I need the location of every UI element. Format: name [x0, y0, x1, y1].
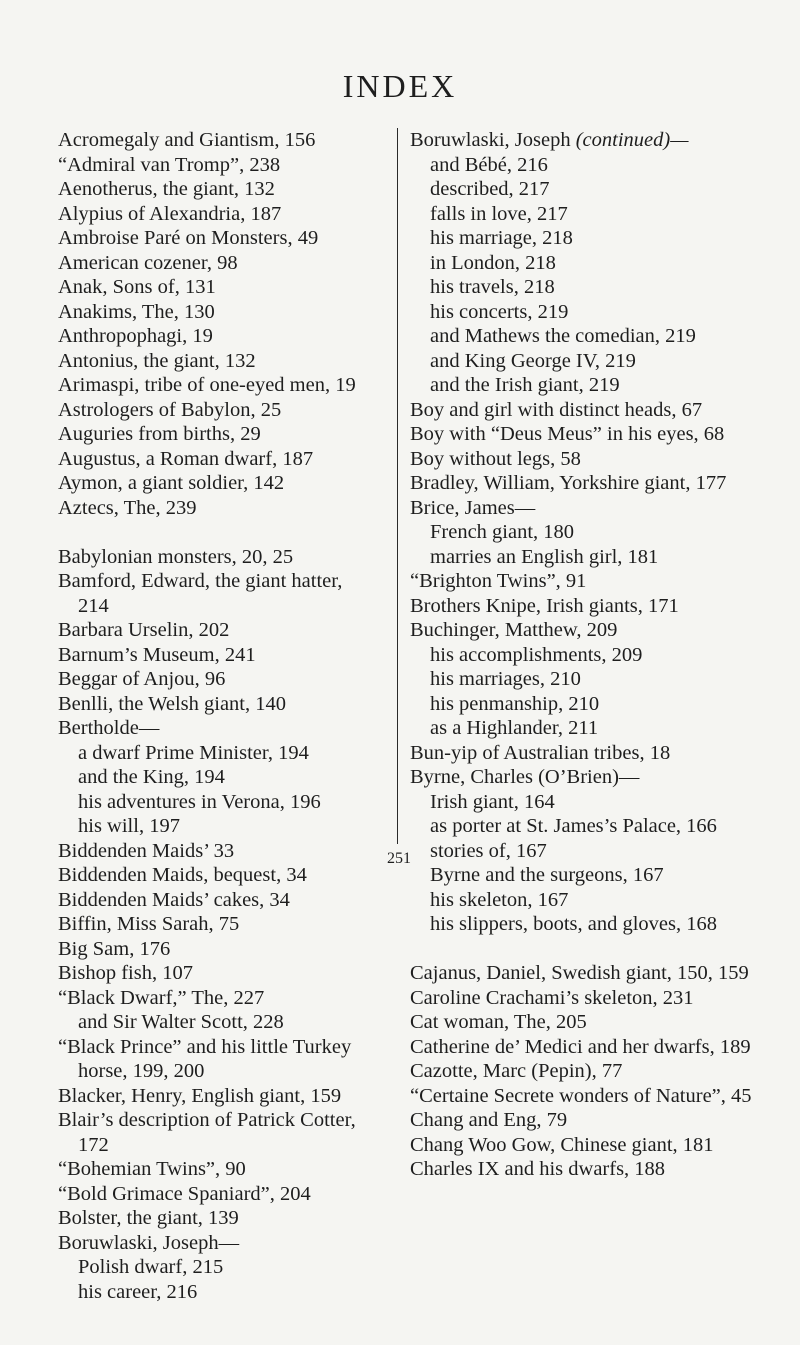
entry-text: stories of, 167 [430, 839, 547, 862]
index-column-left [58, 128, 378, 1304]
index-subentry [410, 275, 752, 300]
index-entry [410, 1059, 752, 1084]
entry-text: and King George IV, 219 [430, 349, 636, 372]
entry-text: Biffin, Miss Sarah, 75 [58, 913, 240, 935]
index-subentry [410, 545, 752, 570]
entry-text: his travels, 218 [430, 276, 555, 298]
index-subentry [410, 177, 752, 202]
entry-text: Biddenden Maids’ cakes, 34 [58, 888, 290, 911]
entry-text: Boruwlaski, Joseph [410, 129, 571, 151]
entry-text: Cajanus, Daniel, Swedish giant, 150, 159 [410, 962, 749, 984]
entry-text: Charles IX and his dwarfs, 188 [410, 1158, 666, 1180]
index-subentry [410, 692, 752, 717]
entry-text: Bishop fish, 107 [58, 962, 193, 984]
entry-text: Bolster, the giant, 139 [58, 1207, 239, 1229]
index-entry [410, 1035, 752, 1060]
index-entry [58, 961, 378, 986]
entry-text: Anak, Sons of, 131 [58, 276, 216, 298]
entry-text: Antonius, the giant, 132 [58, 349, 256, 372]
index-entry [410, 398, 752, 423]
index-subentry [410, 912, 752, 937]
entry-text: Astrologers of Babylon, 25 [58, 398, 282, 421]
entry-text: his accomplishments, 209 [430, 643, 643, 666]
index-entry [58, 153, 378, 178]
entry-text: Anthropophagi, 19 [58, 325, 213, 347]
index-entry [410, 496, 752, 521]
entry-text: Aymon, a giant soldier, 142 [58, 472, 285, 494]
index-entry [410, 741, 752, 766]
index-entry [58, 471, 378, 496]
entry-text: his concerts, 219 [430, 300, 569, 323]
entry-text: Ambroise Paré on Monsters, 49 [58, 227, 319, 249]
entry-text: in London, 218 [430, 251, 556, 274]
entry-text: Boy and girl with distinct heads, 67 [410, 398, 703, 421]
index-subentry [410, 520, 752, 545]
entry-text: his marriage, 218 [430, 227, 573, 249]
entry-text: Bun-yip of Australian tribes, 18 [410, 741, 671, 764]
index-entry [58, 373, 378, 398]
entry-text: his adventures in Verona, 196 [78, 790, 321, 813]
entry-text: as a Highlander, 211 [430, 717, 599, 739]
entry-text: his penmanship, 210 [430, 692, 600, 715]
index-subentry [410, 251, 752, 276]
entry-text: Buchinger, Matthew, 209 [410, 619, 618, 641]
index-entry [58, 398, 378, 423]
index-entry [58, 422, 378, 447]
index-entry [58, 643, 378, 668]
index-subentry [410, 226, 752, 251]
index-entry [58, 888, 378, 913]
index-subentry [410, 153, 752, 178]
entry-text: Acromegaly and Giantism, 156 [58, 129, 316, 151]
entry-text: Babylonian monsters, 20, 25 [58, 545, 294, 568]
index-subentry [410, 349, 752, 374]
entry-text: Auguries from births, 29 [58, 423, 261, 445]
entry-text: French giant, 180 [430, 521, 575, 543]
index-subentry [58, 1280, 378, 1305]
index-subentry [58, 765, 378, 790]
index-entry [410, 1010, 752, 1035]
index-subentry [410, 202, 752, 227]
index-entry [58, 1206, 378, 1231]
entry-text: “Brighton Twins”, 91 [410, 570, 587, 592]
index-entry [58, 275, 378, 300]
entry-text: Brice, James— [410, 496, 536, 519]
entry-text: falls in love, 217 [430, 202, 568, 225]
index-subentry [58, 741, 378, 766]
index-entry [58, 300, 378, 325]
index-subentry [410, 888, 752, 913]
entry-text: “Certaine Secrete wonders of Nature”, 45 [410, 1084, 752, 1107]
index-entry [410, 471, 752, 496]
index-subentry [410, 324, 752, 349]
entry-text: Chang Woo Gow, Chinese giant, 181 [410, 1133, 714, 1156]
index-entry [58, 692, 378, 717]
entry-text: his will, 197 [78, 815, 180, 837]
entry-text: Caroline Crachami’s skeleton, 231 [410, 986, 694, 1009]
entry-text: Irish giant, 164 [430, 790, 555, 813]
index-entry [410, 447, 752, 472]
index-entry [58, 324, 378, 349]
entry-text: and the Irish giant, 219 [430, 374, 620, 396]
index-entry [58, 251, 378, 276]
index-entry [58, 912, 378, 937]
index-entry [58, 716, 378, 741]
entry-text: and Sir Walter Scott, 228 [78, 1011, 284, 1033]
entry-text: and Bébé, 216 [430, 153, 548, 176]
entry-text: Brothers Knipe, Irish giants, 171 [410, 594, 679, 617]
entry-text: Barnum’s Museum, 241 [58, 643, 256, 666]
entry-text: Aenotherus, the giant, 132 [58, 178, 275, 200]
index-entry [410, 1108, 752, 1133]
entry-text: Barbara Urselin, 202 [58, 619, 230, 641]
index-entry [58, 618, 378, 643]
entry-text: Beggar of Anjou, 96 [58, 668, 226, 690]
index-entry [58, 667, 378, 692]
index-entry [58, 545, 378, 570]
index-subentry [410, 839, 752, 864]
entry-text: “Bohemian Twins”, 90 [58, 1158, 246, 1180]
index-subentry [410, 814, 752, 839]
index-entry [410, 618, 752, 643]
index-entry [58, 349, 378, 374]
index-subentry [410, 863, 752, 888]
entry-text: “Black Prince” and his little Turkey horse, 199, 200 [58, 1035, 352, 1082]
index-subentry [410, 667, 752, 692]
index-entry [410, 1133, 752, 1158]
index-entry [58, 863, 378, 888]
entry-text: described, 217 [430, 178, 550, 200]
index-entry [410, 765, 752, 790]
index-entry [410, 961, 752, 986]
entry-text: Boruwlaski, Joseph— [58, 1231, 240, 1254]
continued-label: (continued)— [575, 129, 689, 151]
entry-text: Bamford, Edward, the giant hatter, 214 [58, 570, 343, 617]
entry-text: Chang and Eng, 79 [410, 1109, 568, 1131]
entry-text: Arimaspi, tribe of one-eyed men, 19 [58, 374, 356, 396]
entry-text: Biddenden Maids’ 33 [58, 839, 235, 862]
entry-text: and the King, 194 [78, 766, 225, 788]
index-entry [58, 1231, 378, 1256]
index-entry [58, 447, 378, 472]
entry-text: Boy with “Deus Meus” in his eyes, 68 [410, 423, 725, 445]
index-subentry [58, 1255, 378, 1280]
page-title: INDEX [342, 68, 458, 104]
index-entry [58, 839, 378, 864]
entry-text: “Black Dwarf,” The, 227 [58, 986, 265, 1009]
entry-text: Byrne and the surgeons, 167 [430, 864, 664, 886]
index-entry [58, 1108, 378, 1157]
entry-text: Cazotte, Marc (Pepin), 77 [410, 1060, 623, 1082]
entry-text: Bertholde— [58, 717, 160, 739]
entry-text: Blair’s description of Patrick Cotter, 172 [58, 1109, 356, 1156]
entry-text: his slippers, boots, and gloves, 168 [430, 913, 717, 935]
entry-text: marries an English girl, 181 [430, 545, 659, 568]
index-entry [58, 937, 378, 962]
index-entry [58, 986, 378, 1011]
index-subentry [410, 373, 752, 398]
entry-text: Aztecs, The, 239 [58, 496, 197, 519]
index-subentry [58, 1010, 378, 1035]
index-entry [410, 1157, 752, 1182]
index-entry [58, 569, 378, 618]
entry-text: “Bold Grimace Spaniard”, 204 [58, 1182, 311, 1205]
index-entry [58, 177, 378, 202]
entry-text: Bradley, William, Yorkshire giant, 177 [410, 472, 727, 494]
entry-text: his marriages, 210 [430, 668, 581, 690]
entry-text: his skeleton, 167 [430, 888, 569, 911]
index-subentry [58, 790, 378, 815]
entry-text: Boy without legs, 58 [410, 447, 581, 470]
index-entry [58, 1157, 378, 1182]
index-entry [410, 422, 752, 447]
entry-text: American cozener, 98 [58, 251, 238, 274]
index-entry [58, 128, 378, 153]
index-entry [58, 1035, 378, 1084]
index-subentry [410, 643, 752, 668]
index-entry [410, 986, 752, 1011]
page-number: 251 [387, 850, 411, 867]
index-entry [410, 569, 752, 594]
entry-text: Polish dwarf, 215 [78, 1256, 224, 1278]
entry-text: Byrne, Charles (O’Brien)— [410, 766, 640, 788]
entry-text: as porter at St. James’s Palace, 166 [430, 815, 717, 837]
entry-text: Catherine de’ Medici and her dwarfs, 189 [410, 1035, 751, 1058]
entry-text: Benlli, the Welsh giant, 140 [58, 692, 287, 715]
index-entry [58, 202, 378, 227]
index-subentry [410, 790, 752, 815]
entry-text: and Mathews the comedian, 219 [430, 325, 696, 347]
entry-text: Augustus, a Roman dwarf, 187 [58, 447, 314, 470]
index-subentry [410, 716, 752, 741]
index-subentry [410, 300, 752, 325]
index-entry [410, 1084, 752, 1109]
entry-text: Alypius of Alexandria, 187 [58, 202, 282, 225]
entry-text: Anakims, The, 130 [58, 300, 215, 323]
entry-text: Blacker, Henry, English giant, 159 [58, 1084, 342, 1107]
index-entry [410, 594, 752, 619]
index-entry [58, 1084, 378, 1109]
index-entry [58, 226, 378, 251]
entry-text: his career, 216 [78, 1280, 198, 1303]
index-entry [410, 128, 752, 153]
index-entry [58, 496, 378, 521]
entry-text: a dwarf Prime Minister, 194 [78, 741, 309, 764]
index-subentry [58, 814, 378, 839]
entry-text: Big Sam, 176 [58, 937, 171, 960]
entry-text: “Admiral van Tromp”, 238 [58, 153, 281, 176]
entry-text: Biddenden Maids, bequest, 34 [58, 864, 307, 886]
index-entry [58, 1182, 378, 1207]
entry-text: Cat woman, The, 205 [410, 1011, 587, 1033]
